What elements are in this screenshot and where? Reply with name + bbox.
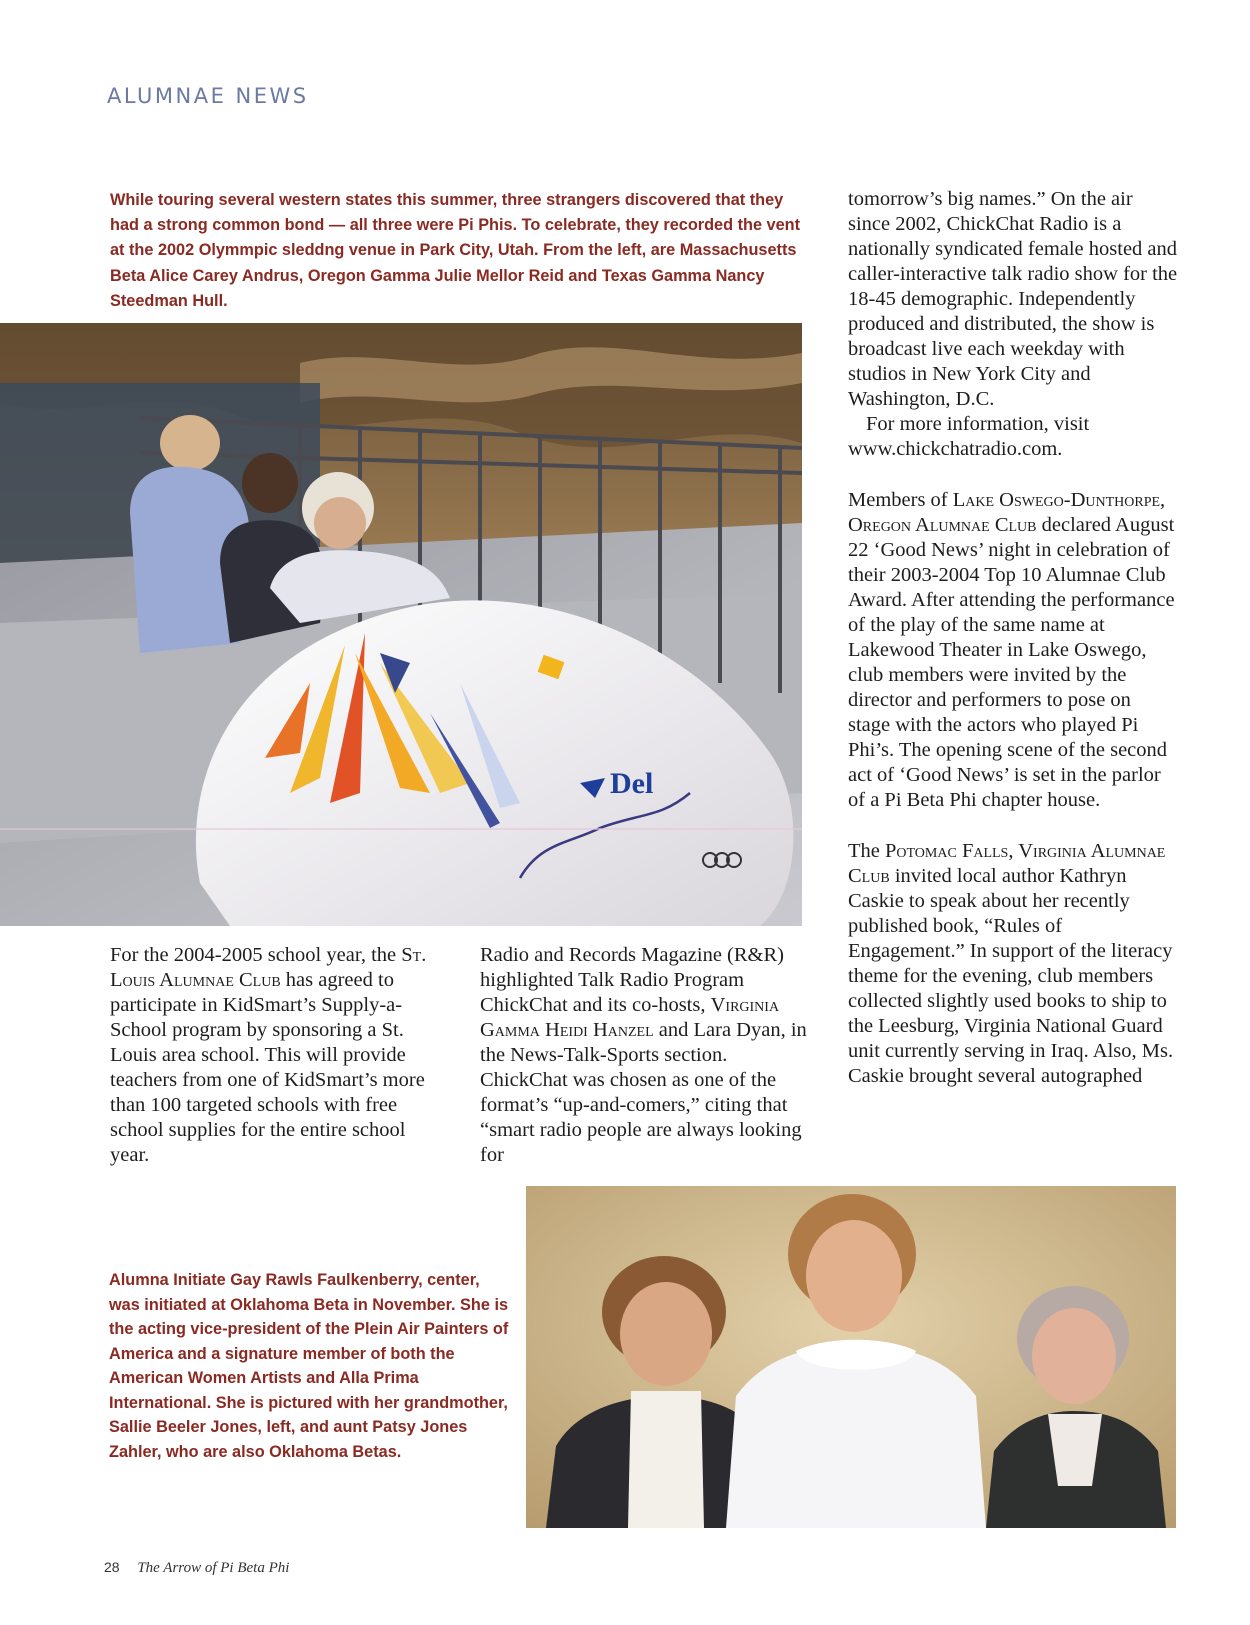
text-run: Members of (848, 489, 953, 511)
text-run: Radio and Records Magazine (R&R) highlighted Talk Radio Program ChickChat and its co-hosts, (480, 944, 785, 1016)
text-run: invited local author Kathryn Caskie to speak about her recently published book, “Rules of Engagement.” In support of the literacy theme for the evening, club members collected slightly used books to ship to the Leesburg, Virginia National Guard unit currently serving in Iraq. Also, Ms. Caskie brought several autographed (848, 865, 1174, 1087)
initiation-photo (526, 1186, 1176, 1528)
bobsled-photo (0, 323, 802, 926)
page-footer (104, 1559, 289, 1577)
bobsled-photo-caption: While touring several western states this summer, three strangers discovered that they had a strong common bond — all three were Pi Phis. To celebrate, they recorded the vent at the 2002 Olymmpic sleddng venue in Park City, Utah. From the left, are Massachusetts Beta Alice Carey Andrus, Oregon Gamma Julie Mellor Reid and Texas Gamma Nancy Steedman Hull. (110, 191, 800, 310)
initiation-photo-caption: Alumna Initiate Gay Rawls Faulkenberry, center, was initiated at Oklahoma Beta in November. She is the acting vice-president of the Plein Air Painters of America and a signature member of both the American Women Artists and Alla Prima International. She is pictured with her grandmother, Sallie Beeler Jones, left, and aunt Patsy Jones Zahler, who are also Oklahoma Betas. (109, 1271, 509, 1461)
lake-oswego-paragraph (848, 488, 1178, 813)
chickchat-continued-paragraph: tomorrow’s big names.” On the air since 2002, ChickChat Radio is a nationally syndicated female hosted and caller-interactive talk radio show for the 18-45 demographic. Independently produced and distributed, the show is broadcast live each weekday with studios in New York City and Washington, D.C. (848, 188, 1178, 410)
column-2 (480, 943, 810, 1168)
text-run: and Lara Dyan, in the News-Talk-Sports section. ChickChat was chosen as one of the format’s “up-and-comers,” citing that “smart radio people are always looking for (480, 1019, 807, 1166)
section-title: ALUMNAE NEWS (107, 84, 309, 108)
svg-text:Del: Del (610, 767, 654, 800)
member-name: Virginia Gamma Heidi Hanzel (480, 994, 780, 1041)
club-name: St. Louis Alumnae Club (110, 944, 427, 991)
column-1 (110, 943, 440, 1168)
column-3 (848, 187, 1178, 1089)
chickchat-paragraph (480, 943, 810, 1168)
text-run: declared August 22 ‘Good News’ night in celebration of their 2003-2004 Top 10 Alumnae Club Award. After attending the performance of the play of the same name at Lakewood Theater in Lake Oswego, club members were invited by the director and performers to pose on stage with the actors who played Pi Phi’s. The opening scene of the second act of ‘Good News’ is set in the parlor of a Pi Beta Phi chapter house. (848, 514, 1175, 811)
more-info-paragraph: For more information, visit www.chickchatradio.com. (848, 413, 1090, 460)
text-run: The (848, 840, 885, 862)
text-run: For the 2004-2005 school year, the (110, 944, 402, 966)
st-louis-paragraph (110, 943, 440, 1168)
page-number: 28 (104, 1559, 120, 1575)
club-name: Potomac Falls, Virginia Alumnae Club (848, 840, 1166, 887)
club-name: Lake Oswego-Dunthorpe, Oregon Alumnae Club (848, 489, 1166, 536)
text-run: has agreed to participate in KidSmart’s Supply-a-School program by sponsoring a St. Louis area school. This will provide teachers from one of KidSmart’s more than 100 targeted schools with free school supplies for the entire school year. (110, 969, 425, 1166)
potomac-falls-paragraph (848, 839, 1178, 1089)
magazine-title: The Arrow of Pi Beta Phi (137, 1560, 290, 1576)
